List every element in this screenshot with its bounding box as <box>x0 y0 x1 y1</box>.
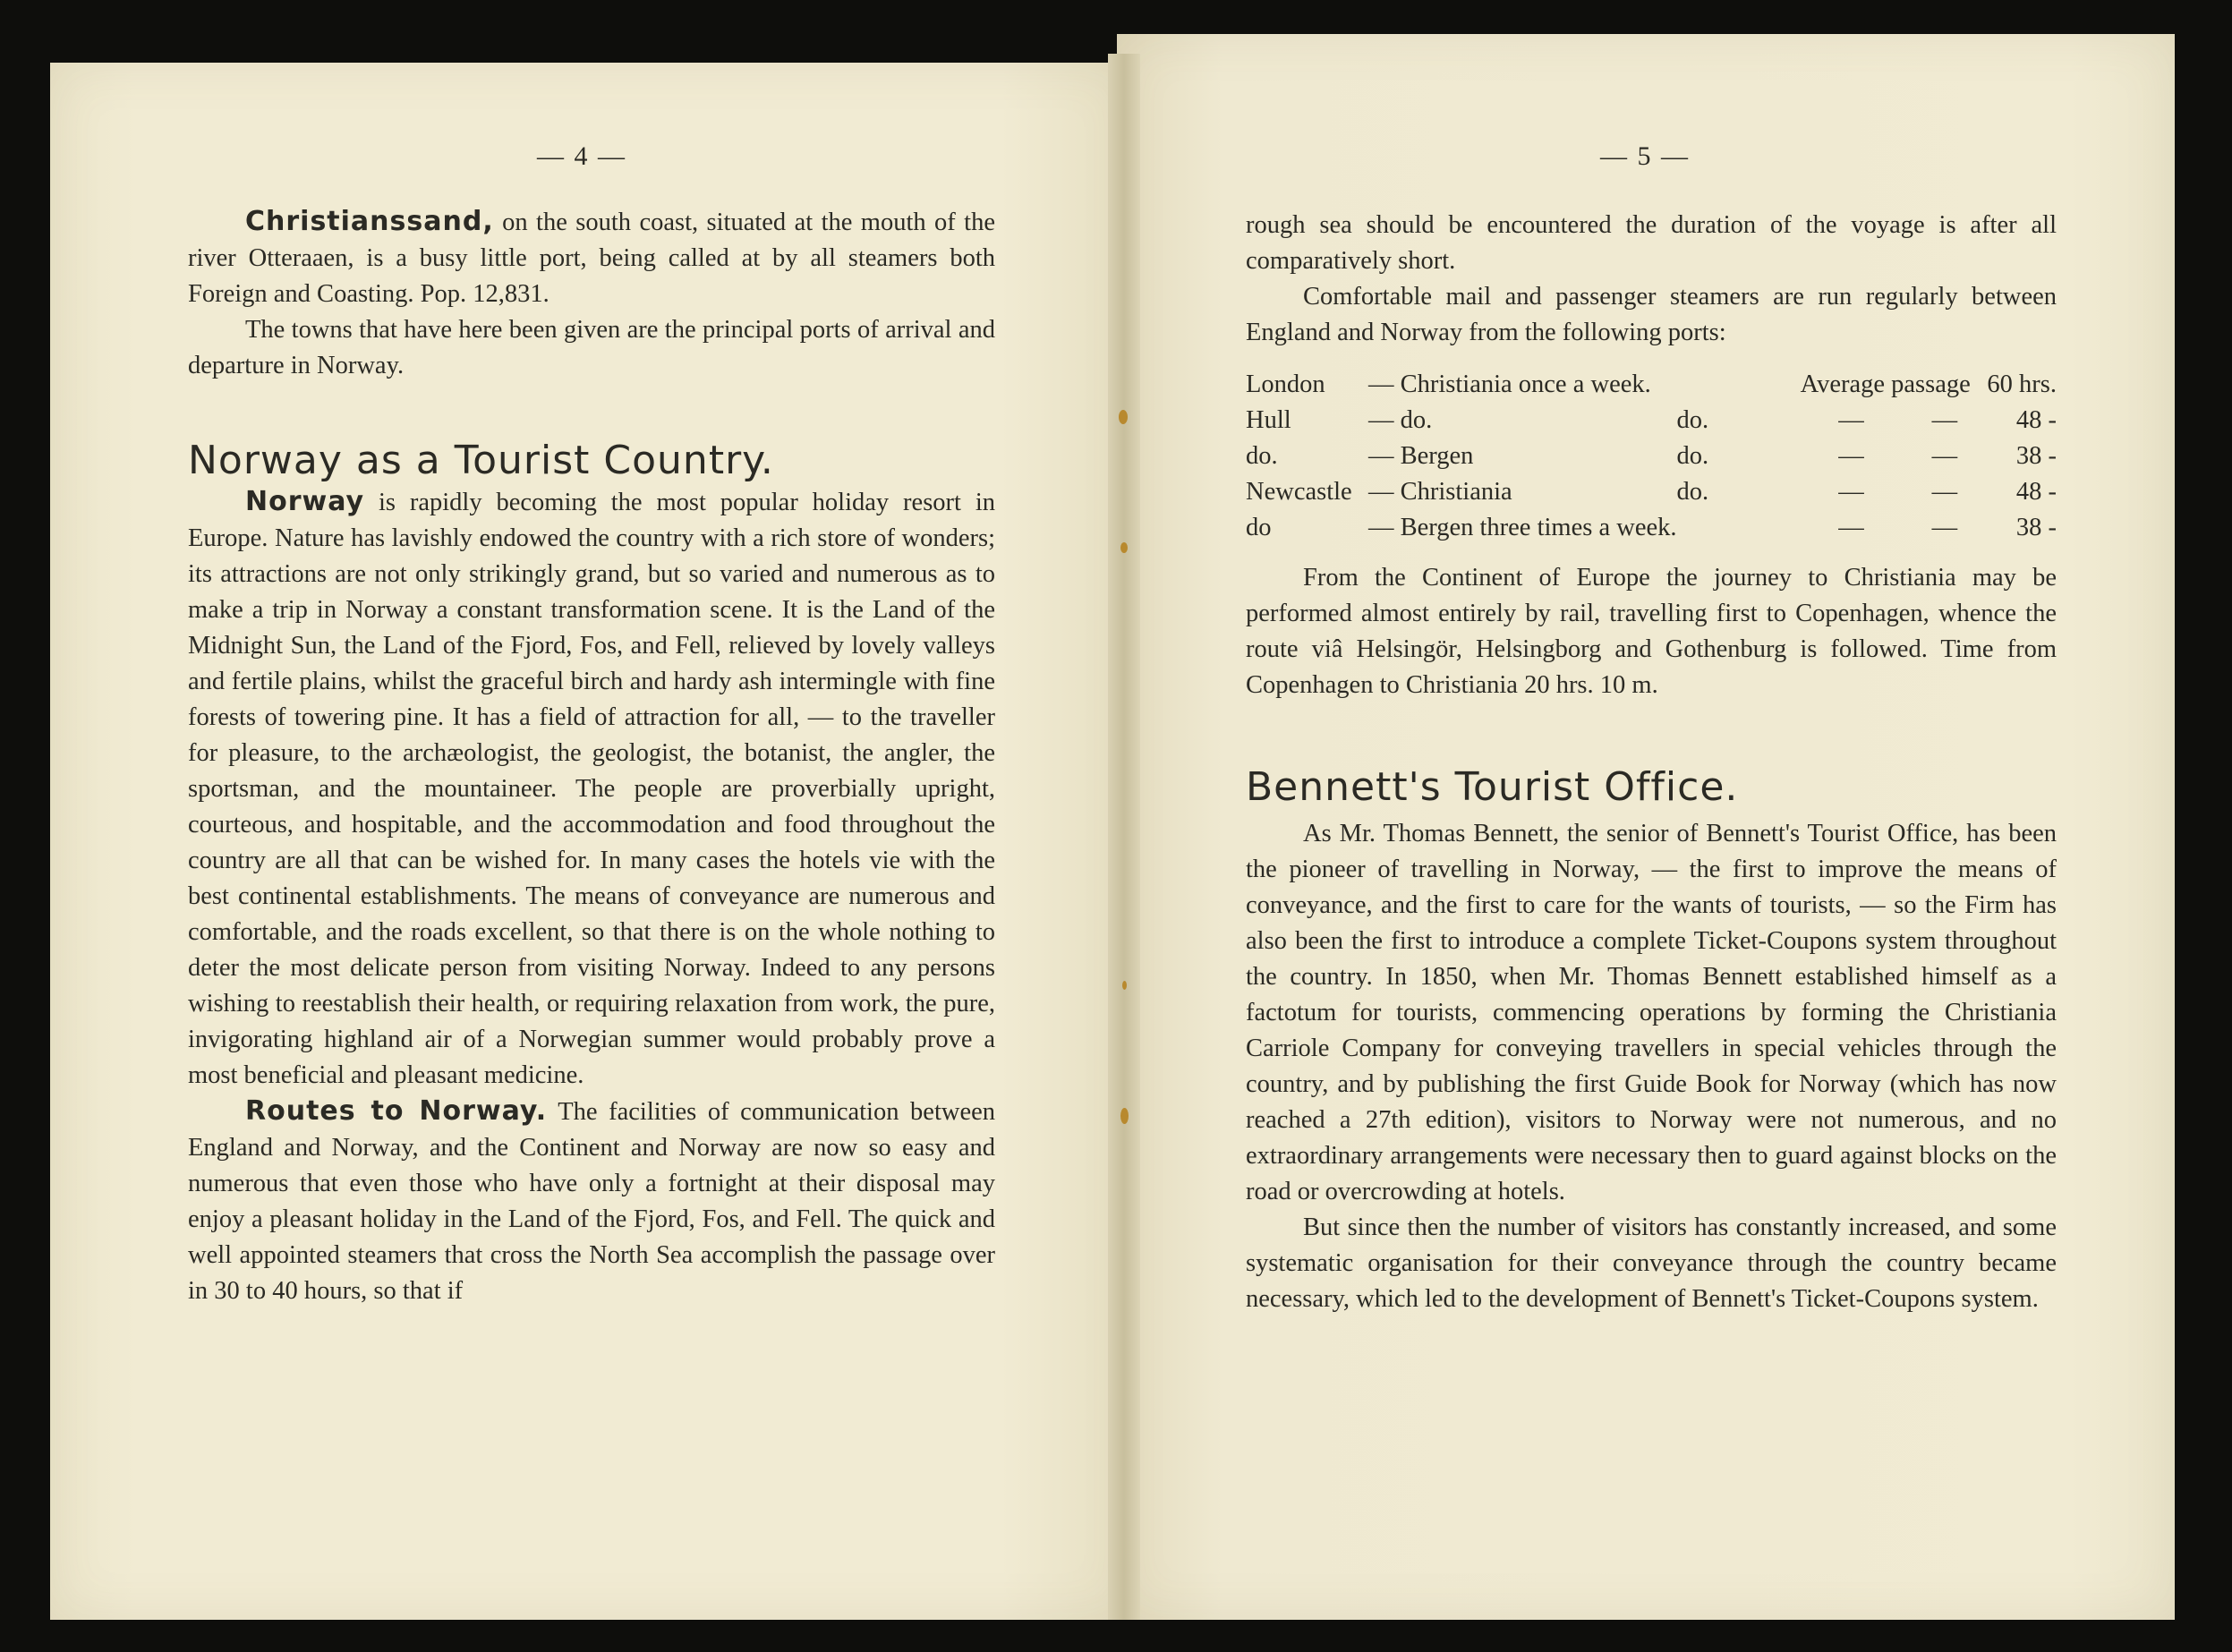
paragraph-norway <box>188 484 995 1094</box>
route-destination: — Bergen <box>1367 442 1474 470</box>
route-row <box>1246 510 2057 546</box>
paragraph-continent: From the Continent of Europe the journey to Christiania may be performed almost entirely by rail, travelling first to Copenhagen, whence the route viâ Helsingör, Helsingborg and Gothenburg is followed. Time from Copenhagen to Christiania 20 hrs. 10 m. <box>1246 564 2057 699</box>
paragraph-christianssand <box>188 204 995 312</box>
route-hours: 38 - <box>2015 514 2057 541</box>
route-destination: — Christiania <box>1367 478 1512 506</box>
route-frequency: Average passage <box>1800 370 1971 398</box>
binding-stain <box>1119 410 1128 424</box>
binding-stain <box>1122 981 1127 990</box>
route-dash: — <box>1838 406 1864 434</box>
binding-stain <box>1120 1108 1129 1124</box>
route-row <box>1246 367 2057 403</box>
route-frequency: do. <box>1676 406 1709 434</box>
page-number-left: — 4 — <box>537 141 626 171</box>
paragraph-steamers: Comfortable mail and passenger steamers are run regularly between England and Norway from the following ports: <box>1246 283 2057 346</box>
book-gutter <box>1108 54 1140 1620</box>
route-from: Newcastle <box>1246 478 1352 506</box>
left-text-column <box>188 204 995 1309</box>
lead-christianssand: Christianssand, <box>245 206 494 237</box>
page-number-right: — 5 — <box>1600 141 1690 171</box>
route-dash: — <box>1931 514 1958 541</box>
route-frequency: do. <box>1676 442 1709 470</box>
route-dash: — <box>1838 478 1864 506</box>
paragraph-text: is rapidly becoming the most popular holiday resort in Europe. Nature has lavishly endowed the country with a rich store of wonders; its attractions are not only strikingly grand, but so varied and numerous as to make a trip in Norway a constant transformation scene. It is the Land of the Midnight Sun, the Land of the Fjord, Fos, and Fell, relieved by lovely valleys and fertile plains, whilst the graceful birch and hardy ash intermingle with fine forests of towering pine. It has a field of attraction for all, — to the traveller for pleasure, to the archæologist, the geologist, the botanist, the angler, the sportsman, and the mountaineer. The people are proverbially upright, courteous, and hospitable, and the accommodation and food throughout the country are all that can be wished for. In many cases the hotels vie with the best continental establishments. The means of conveyance are numerous and comfortable, and the roads excellent, so that there is on the whole nothing to deter the most delicate person from visiting Norway. Indeed to any persons wishing to reestablish their health, or requiring relaxation from work, the pure, invigorating highland air of a Norwegian summer would probably prove a most beneficial and pleasant medicine. <box>188 489 995 1089</box>
route-frequency <box>1677 510 1801 546</box>
route-frequency: do. <box>1676 478 1709 506</box>
route-from: Hull <box>1246 406 1291 434</box>
binding-stain <box>1120 542 1128 553</box>
right-text-column <box>1246 208 2057 1317</box>
paragraph-text: on the south coast, situated at the mouth of the river Otteraaen, is a busy little port, being called at by all steamers both Foreign and Coasting. Pop. 12,831. <box>188 209 995 308</box>
route-destination: — Bergen three times a week. <box>1367 514 1677 541</box>
route-destination: — do. <box>1367 406 1433 434</box>
route-hours: 48 - <box>2015 406 2057 434</box>
route-row <box>1246 474 2057 510</box>
route-hours: 38 - <box>2015 442 2057 470</box>
lead-norway: Norway <box>245 486 365 517</box>
route-dash: — <box>1931 442 1958 470</box>
routes-table <box>1246 367 2057 546</box>
paragraph-text: The facilities of communication between England and Norway, and the Continent and Norway are now so easy and numerous that even those who have only a fortnight at their disposal may enjoy a pleasant holiday in the Land of the Fjord, Fos, and Fell. The quick and well appointed steamers that cross the North Sea accomplish the passage over in 30 to 40 hours, so that if <box>188 1098 995 1305</box>
paragraph-towns: The towns that have here been given are the principal ports of arrival and departure in Norway. <box>188 316 995 379</box>
route-destination: — Christiania once a week. <box>1367 370 1651 398</box>
paragraph-routes <box>188 1094 995 1309</box>
route-dash: — <box>1931 478 1958 506</box>
route-dash: — <box>1838 442 1864 470</box>
paragraph-bennett: As Mr. Thomas Bennett, the senior of Bennett's Tourist Office, has been the pioneer of travelling in Norway, — the first to improve the means of conveyance, and the first to care for the wants of tourists, — so the Firm has also been the first to introduce a complete Ticket-Coupons system throughout the country. In 1850, when Mr. Thomas Bennett established himself as a factotum for tourists, commencing operations by forming the Christiania Carriole Company for conveying travellers in special vehicles through the country, and by publishing the first Guide Book for Norway (which has now reached a 27th edition), visitors to Norway were not numerous, and no extraordinary arrangements were necessary then to guard against blocks on the road or overcrowding at hotels. <box>1246 820 2057 1205</box>
route-dash: — <box>1931 406 1958 434</box>
route-row <box>1246 403 2057 439</box>
heading-tourist-country: Norway as a Tourist Country. <box>188 438 774 483</box>
route-dash: — <box>1838 514 1864 541</box>
lead-routes: Routes to Norway. <box>245 1095 548 1127</box>
route-from: do <box>1246 514 1272 541</box>
route-hours: 60 hrs. <box>1987 370 2057 398</box>
route-row <box>1246 439 2057 474</box>
route-from: London <box>1246 370 1325 398</box>
route-from: do. <box>1246 442 1278 470</box>
paragraph-rough-sea: rough sea should be encountered the duration of the voyage is after all comparatively short. <box>1246 211 2057 275</box>
paragraph-since-then: But since then the number of visitors has constantly increased, and some systematic organisation for their conveyance through the country became necessary, which led to the development of Bennett's Ticket-Coupons system. <box>1246 1213 2057 1313</box>
heading-bennetts-office: Bennett's Tourist Office. <box>1246 764 1739 810</box>
route-hours: 48 - <box>2015 478 2057 506</box>
